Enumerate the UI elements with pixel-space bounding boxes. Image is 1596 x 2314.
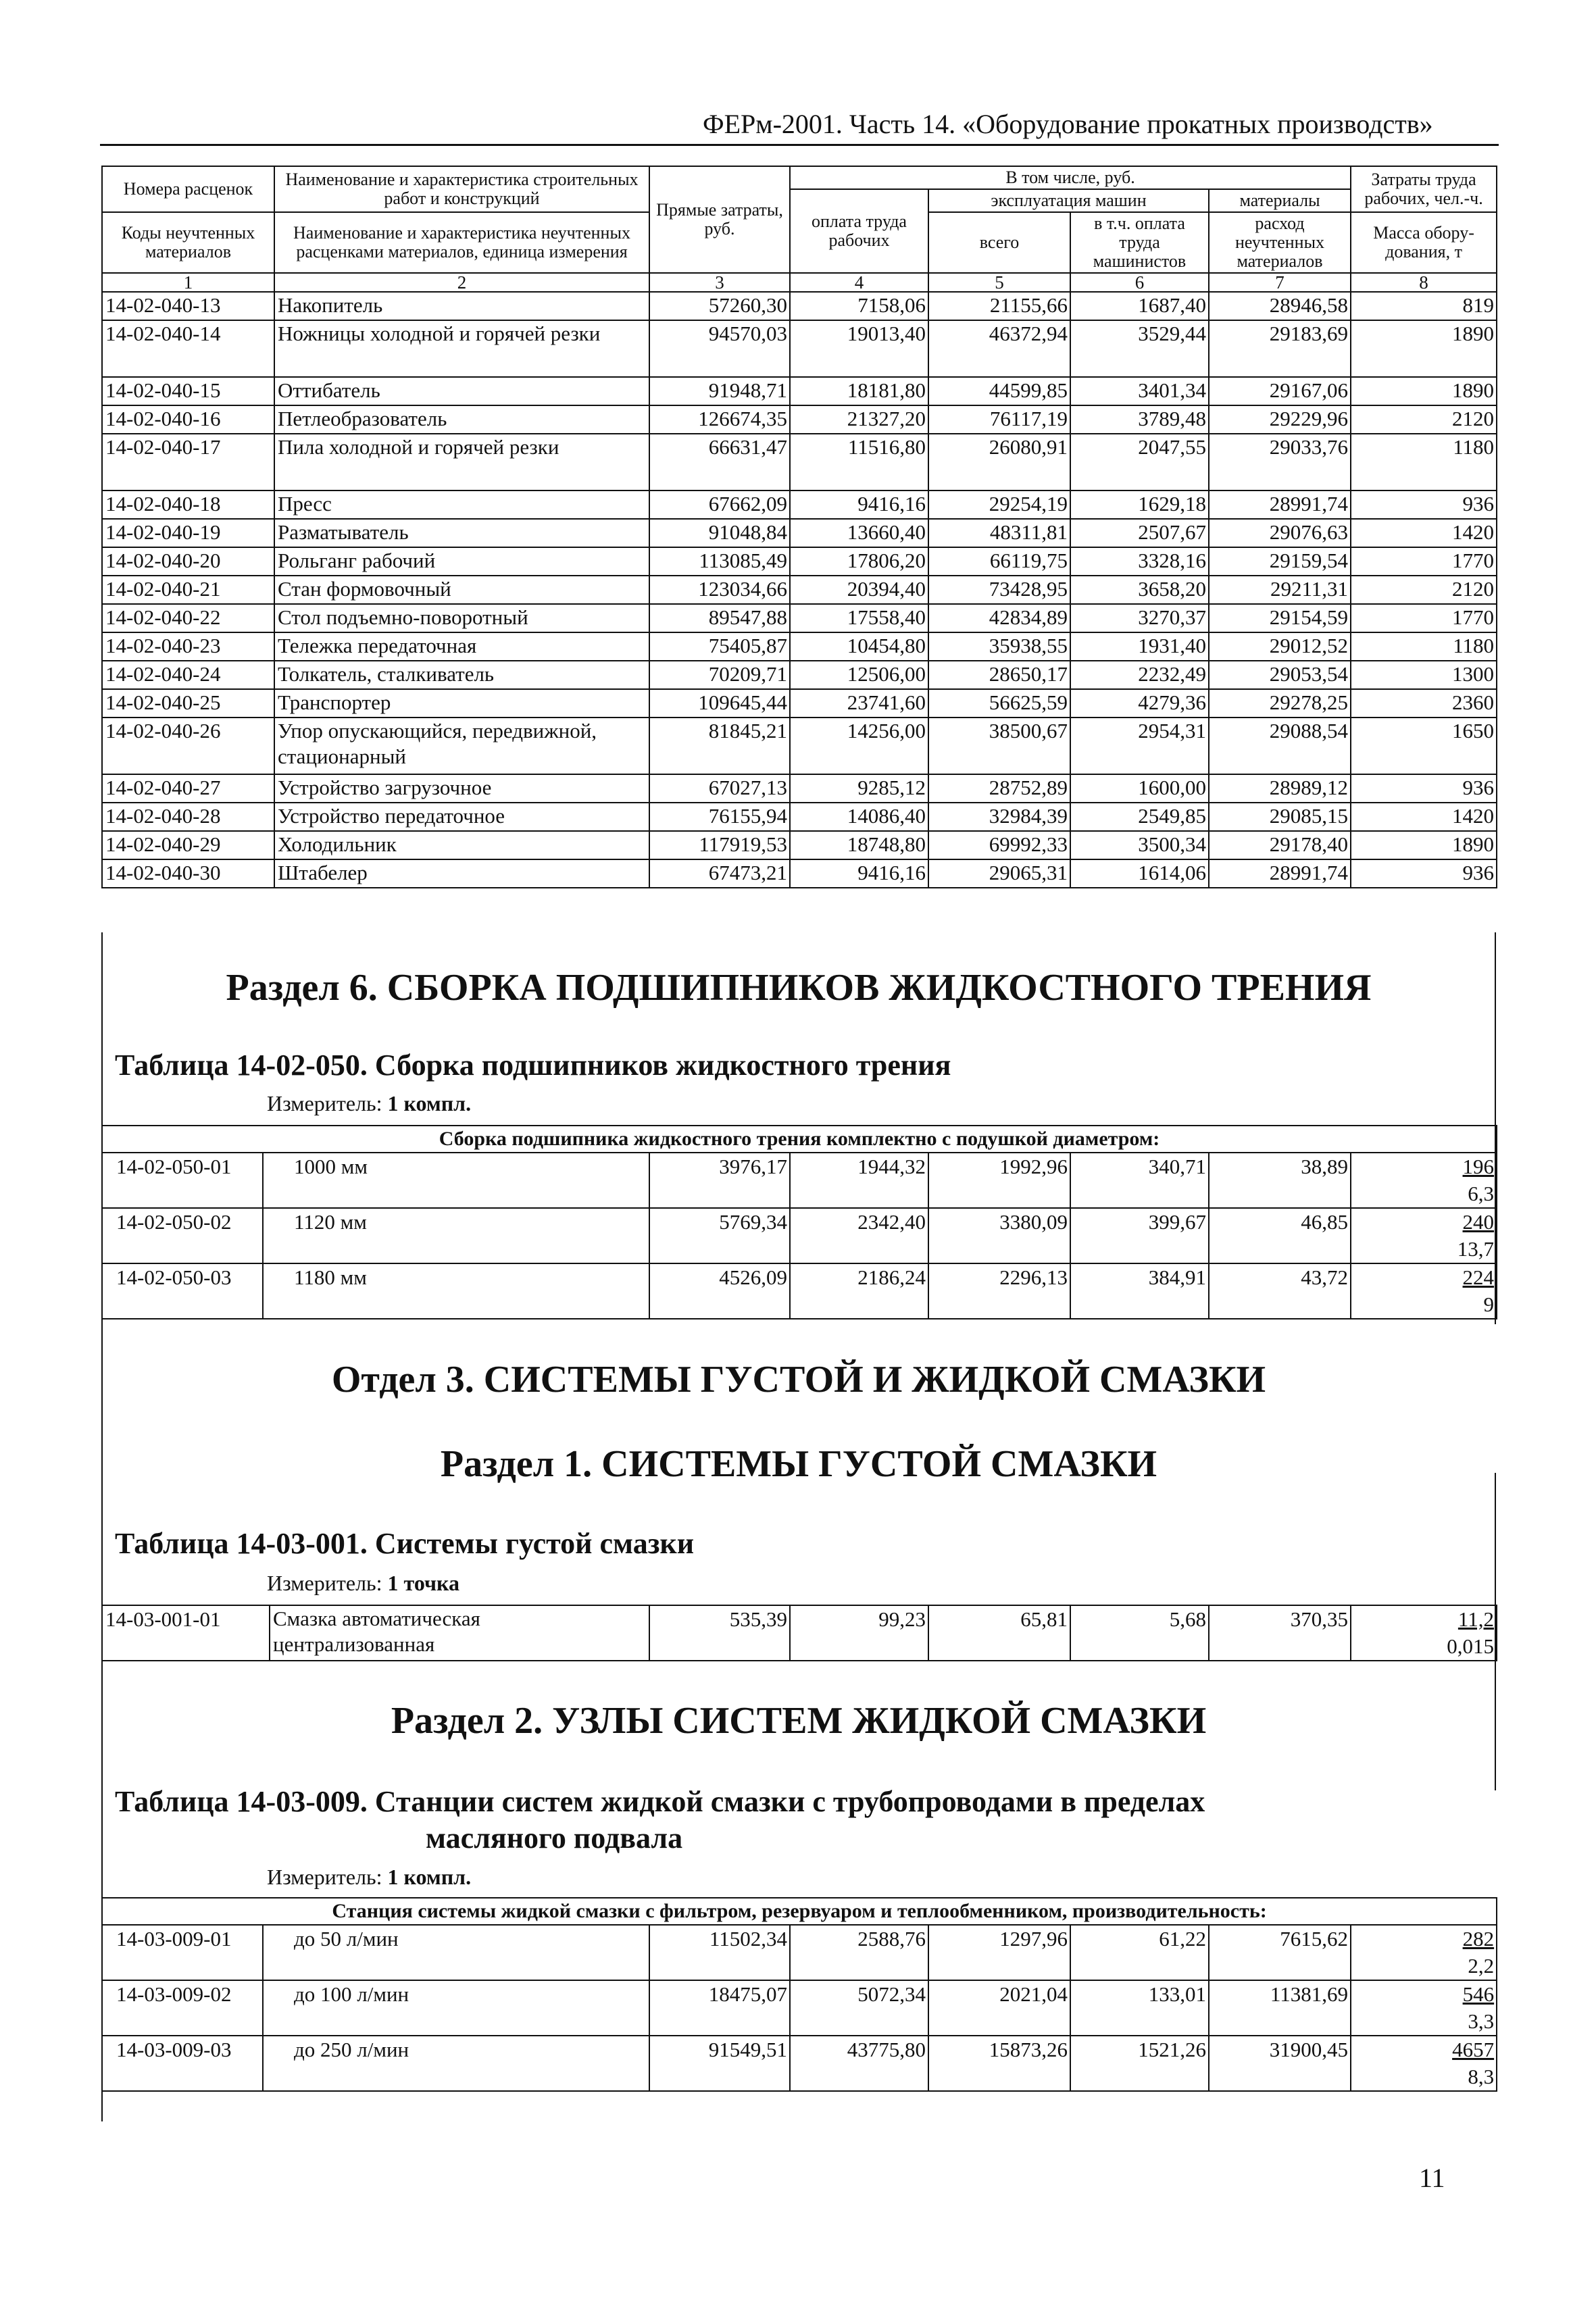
row-machines-pay: 3529,44 <box>1070 320 1209 377</box>
head-machines-total: всего <box>928 212 1070 273</box>
col-number: 2 <box>274 273 649 292</box>
row-mass: 2,2 <box>1468 1954 1495 1978</box>
row-direct: 91549,51 <box>649 2036 790 2091</box>
row-materials: 29053,54 <box>1209 661 1351 689</box>
row-machines: 28752,89 <box>928 774 1070 803</box>
row-pay: 12506,00 <box>790 661 928 689</box>
row-code: 14-02-040-26 <box>102 718 274 774</box>
row-mass: 13,7 <box>1457 1237 1495 1261</box>
meter-value: 1 компл. <box>387 1865 472 1889</box>
table-row <box>102 405 1497 434</box>
row-name: Ножницы холодной и горячей резки <box>274 320 649 377</box>
row-machines: 73428,95 <box>928 576 1070 604</box>
row-machines-pay: 61,22 <box>1070 1925 1209 1980</box>
row-direct: 5769,34 <box>649 1208 790 1263</box>
row-labor-mass <box>1351 1925 1497 1980</box>
row-machines: 15873,26 <box>928 2036 1070 2091</box>
row-labor: 546 <box>1462 1982 1495 2006</box>
meter-label: Измеритель: <box>267 1865 382 1889</box>
table-row <box>102 292 1497 320</box>
row-name: 1180 мм <box>263 1263 649 1319</box>
row-machines: 66119,75 <box>928 547 1070 576</box>
row-machines-pay: 399,67 <box>1070 1208 1209 1263</box>
row-pay: 20394,40 <box>790 576 928 604</box>
row-machines: 56625,59 <box>928 689 1070 718</box>
row-materials: 29159,54 <box>1209 547 1351 576</box>
row-pay: 11516,80 <box>790 434 928 491</box>
row-labor: 1890 <box>1351 377 1497 405</box>
row-name: 1000 мм <box>263 1153 649 1208</box>
row-pay: 23741,60 <box>790 689 928 718</box>
row-materials: 28989,12 <box>1209 774 1351 803</box>
table-14-02-050 <box>101 1125 1497 1319</box>
row-pay: 14086,40 <box>790 803 928 831</box>
row-machines-pay: 384,91 <box>1070 1263 1209 1319</box>
row-machines-pay: 3270,37 <box>1070 604 1209 632</box>
head-mass: Масса обору-дования, т <box>1351 212 1497 273</box>
row-mass: 6,3 <box>1468 1182 1495 1205</box>
table-row <box>102 632 1497 661</box>
row-machines: 21155,66 <box>928 292 1070 320</box>
row-name: Штабелер <box>274 859 649 888</box>
row-pay: 17806,20 <box>790 547 928 576</box>
row-direct: 11502,34 <box>649 1925 790 1980</box>
row-pay: 2186,24 <box>790 1263 928 1319</box>
row-name: Оттибатель <box>274 377 649 405</box>
row-pay: 18748,80 <box>790 831 928 859</box>
table-row <box>102 803 1497 831</box>
row-labor-mass <box>1351 1980 1497 2036</box>
row-materials: 7615,62 <box>1209 1925 1351 1980</box>
row-labor-mass <box>1351 1208 1497 1263</box>
row-pay: 19013,40 <box>790 320 928 377</box>
row-labor-mass <box>1351 1263 1497 1319</box>
row-name: Толкатель, сталкиватель <box>274 661 649 689</box>
table-14-03-009 <box>101 1897 1497 2092</box>
col-number: 6 <box>1070 273 1209 292</box>
row-direct: 67473,21 <box>649 859 790 888</box>
table-row <box>102 491 1497 519</box>
row-materials: 29183,69 <box>1209 320 1351 377</box>
row-materials: 28991,74 <box>1209 491 1351 519</box>
row-code: 14-02-050-03 <box>102 1263 263 1319</box>
row-machines: 65,81 <box>928 1605 1070 1661</box>
row-machines-pay: 3658,20 <box>1070 576 1209 604</box>
row-machines-pay: 340,71 <box>1070 1153 1209 1208</box>
row-pay: 2342,40 <box>790 1208 928 1263</box>
row-direct: 3976,17 <box>649 1153 790 1208</box>
row-labor: 819 <box>1351 292 1497 320</box>
row-labor: 1770 <box>1351 547 1497 576</box>
row-mass: 8,3 <box>1468 2065 1495 2088</box>
table-row <box>102 1925 1497 1980</box>
row-direct: 113085,49 <box>649 547 790 576</box>
col-number: 3 <box>649 273 790 292</box>
row-labor: 1180 <box>1351 434 1497 491</box>
row-labor-mass <box>1351 2036 1497 2091</box>
row-materials: 29167,06 <box>1209 377 1351 405</box>
meter-line <box>267 1091 471 1116</box>
row-labor-mass <box>1351 1605 1497 1661</box>
row-code: 14-02-040-15 <box>102 377 274 405</box>
row-materials: 29033,76 <box>1209 434 1351 491</box>
head-name-bottom: Наименование и характеристика неучтенных расценками материалов, единица измерения <box>274 212 649 273</box>
row-code: 14-02-050-02 <box>102 1208 263 1263</box>
row-materials: 11381,69 <box>1209 1980 1351 2036</box>
row-name: Петлеобразователь <box>274 405 649 434</box>
row-machines-pay: 3500,34 <box>1070 831 1209 859</box>
table-row <box>102 2036 1497 2091</box>
row-labor: 1420 <box>1351 519 1497 547</box>
meter-label: Измеритель: <box>267 1091 382 1115</box>
row-code: 14-03-009-02 <box>102 1980 263 2036</box>
table-14-02-050-title: Таблица 14-02-050. Сборка подшипников жидкостного трения <box>115 1049 951 1082</box>
row-direct: 109645,44 <box>649 689 790 718</box>
row-code: 14-02-050-01 <box>102 1153 263 1208</box>
row-machines-pay: 1629,18 <box>1070 491 1209 519</box>
row-name: до 250 л/мин <box>263 2036 649 2091</box>
row-machines: 2296,13 <box>928 1263 1070 1319</box>
running-header: ФЕРм-2001. Часть 14. «Оборудование прокатных производств» <box>703 109 1433 139</box>
row-machines: 3380,09 <box>928 1208 1070 1263</box>
row-name: Пила холодной и горячей резки <box>274 434 649 491</box>
row-labor: 282 <box>1462 1927 1495 1951</box>
row-labor: 936 <box>1351 774 1497 803</box>
row-machines-pay: 1687,40 <box>1070 292 1209 320</box>
row-pay: 5072,34 <box>790 1980 928 2036</box>
row-materials: 28946,58 <box>1209 292 1351 320</box>
row-machines: 1297,96 <box>928 1925 1070 1980</box>
row-labor: 1300 <box>1351 661 1497 689</box>
row-code: 14-02-040-28 <box>102 803 274 831</box>
row-direct: 91948,71 <box>649 377 790 405</box>
row-pay: 1944,32 <box>790 1153 928 1208</box>
row-pay: 18181,80 <box>790 377 928 405</box>
row-direct: 66631,47 <box>649 434 790 491</box>
col-number: 7 <box>1209 273 1351 292</box>
row-code: 14-02-040-23 <box>102 632 274 661</box>
main-table-body <box>102 292 1497 888</box>
table-row <box>102 604 1497 632</box>
row-labor: 2360 <box>1351 689 1497 718</box>
row-pay: 9285,12 <box>790 774 928 803</box>
row-direct: 76155,94 <box>649 803 790 831</box>
row-machines: 35938,55 <box>928 632 1070 661</box>
main-table-header <box>102 166 1497 292</box>
table-14-03-009-title <box>115 1784 1205 1857</box>
row-code: 14-02-040-24 <box>102 661 274 689</box>
row-machines: 42834,89 <box>928 604 1070 632</box>
row-materials: 38,89 <box>1209 1153 1351 1208</box>
row-pay: 14256,00 <box>790 718 928 774</box>
row-machines-pay: 3789,48 <box>1070 405 1209 434</box>
table-14-03-009-body <box>102 1898 1497 2091</box>
row-materials: 29229,96 <box>1209 405 1351 434</box>
row-name: Устройство загрузочное <box>274 774 649 803</box>
section-1-title: Раздел 1. СИСТЕМЫ ГУСТОЙ СМАЗКИ <box>440 1443 1157 1485</box>
row-code: 14-02-040-22 <box>102 604 274 632</box>
row-code: 14-02-040-21 <box>102 576 274 604</box>
row-materials: 43,72 <box>1209 1263 1351 1319</box>
table-row <box>102 774 1497 803</box>
table-row <box>102 1263 1497 1319</box>
row-materials: 29211,31 <box>1209 576 1351 604</box>
row-machines-pay: 133,01 <box>1070 1980 1209 2036</box>
row-name: Накопитель <box>274 292 649 320</box>
row-machines: 46372,94 <box>928 320 1070 377</box>
row-pay: 2588,76 <box>790 1925 928 1980</box>
table-row <box>102 1980 1497 2036</box>
row-pay: 9416,16 <box>790 859 928 888</box>
row-code: 14-03-001-01 <box>102 1605 270 1661</box>
row-direct: 94570,03 <box>649 320 790 377</box>
meter-line <box>267 1571 459 1596</box>
row-name: 1120 мм <box>263 1208 649 1263</box>
table-row <box>102 519 1497 547</box>
row-labor: 936 <box>1351 491 1497 519</box>
row-machines: 48311,81 <box>928 519 1070 547</box>
row-labor: 1890 <box>1351 831 1497 859</box>
head-labor: Затраты труда рабочих, чел.-ч. <box>1351 166 1497 212</box>
table-caption: Станция системы жидкой смазки с фильтром, резервуаром и теплообменником, производительность: <box>102 1898 1497 1925</box>
row-name: Упор опускающийся, передвижной, стационарный <box>274 718 649 774</box>
row-pay: 7158,06 <box>790 292 928 320</box>
row-name: Транспортер <box>274 689 649 718</box>
meter-value: 1 точка <box>387 1571 459 1595</box>
row-labor: 4657 <box>1452 2038 1495 2061</box>
meter-line <box>267 1865 471 1890</box>
row-code: 14-03-009-01 <box>102 1925 263 1980</box>
col-number: 8 <box>1351 273 1497 292</box>
section-6-title: Раздел 6. СБОРКА ПОДШИПНИКОВ ЖИДКОСТНОГО ТРЕНИЯ <box>226 967 1372 1009</box>
row-machines-pay: 4279,36 <box>1070 689 1209 718</box>
row-materials: 29076,63 <box>1209 519 1351 547</box>
row-name: Стол подъемно-поворотный <box>274 604 649 632</box>
meter-value: 1 компл. <box>387 1091 472 1115</box>
row-direct: 117919,53 <box>649 831 790 859</box>
row-direct: 67027,13 <box>649 774 790 803</box>
row-mass: 0,015 <box>1447 1634 1494 1658</box>
row-name: до 100 л/мин <box>263 1980 649 2036</box>
row-code: 14-02-040-19 <box>102 519 274 547</box>
row-materials: 29178,40 <box>1209 831 1351 859</box>
row-pay: 9416,16 <box>790 491 928 519</box>
table-row <box>102 718 1497 774</box>
meter-label: Измеритель: <box>267 1571 382 1595</box>
table-title-line2: масляного подвала <box>426 1821 683 1855</box>
table-title-line1: Таблица 14-03-009. Станции систем жидкой смазки с трубопроводами в пределах <box>115 1785 1205 1818</box>
row-materials: 29012,52 <box>1209 632 1351 661</box>
row-code: 14-02-040-16 <box>102 405 274 434</box>
head-materials: материалы <box>1209 189 1351 212</box>
col-number: 1 <box>102 273 274 292</box>
table-row <box>102 576 1497 604</box>
row-code: 14-02-040-14 <box>102 320 274 377</box>
row-code: 14-02-040-13 <box>102 292 274 320</box>
row-machines: 29065,31 <box>928 859 1070 888</box>
row-machines-pay: 3328,16 <box>1070 547 1209 576</box>
table-row <box>102 1605 1497 1661</box>
row-name: Пресс <box>274 491 649 519</box>
table-row <box>102 434 1497 491</box>
row-machines: 69992,33 <box>928 831 1070 859</box>
row-machines-pay: 1521,26 <box>1070 2036 1209 2091</box>
row-machines: 29254,19 <box>928 491 1070 519</box>
main-price-table <box>101 166 1497 888</box>
row-labor: 1770 <box>1351 604 1497 632</box>
col-number: 5 <box>928 273 1070 292</box>
table-row <box>102 320 1497 377</box>
head-pay: оплата труда рабочих <box>790 189 928 273</box>
row-direct: 57260,30 <box>649 292 790 320</box>
row-labor: 936 <box>1351 859 1497 888</box>
row-machines-pay: 2549,85 <box>1070 803 1209 831</box>
row-machines-pay: 2047,55 <box>1070 434 1209 491</box>
row-labor: 1420 <box>1351 803 1497 831</box>
row-pay: 21327,20 <box>790 405 928 434</box>
row-name: Тележка передаточная <box>274 632 649 661</box>
row-name: Холодильник <box>274 831 649 859</box>
row-machines: 32984,39 <box>928 803 1070 831</box>
row-machines-pay: 2507,67 <box>1070 519 1209 547</box>
row-machines: 38500,67 <box>928 718 1070 774</box>
row-labor: 1180 <box>1351 632 1497 661</box>
row-pay: 43775,80 <box>790 2036 928 2091</box>
row-machines-pay: 2232,49 <box>1070 661 1209 689</box>
page-number: 11 <box>1419 2163 1445 2193</box>
row-machines-pay: 1931,40 <box>1070 632 1209 661</box>
row-machines: 1992,96 <box>928 1153 1070 1208</box>
table-14-02-050-body <box>102 1126 1497 1319</box>
row-code: 14-02-040-17 <box>102 434 274 491</box>
row-direct: 75405,87 <box>649 632 790 661</box>
table-row <box>102 1153 1497 1208</box>
row-machines-pay: 1614,06 <box>1070 859 1209 888</box>
row-direct: 91048,84 <box>649 519 790 547</box>
head-codes-bottom: Коды неучтенных материалов <box>102 212 274 273</box>
row-machines-pay: 5,68 <box>1070 1605 1209 1661</box>
head-direct: Прямые затраты, руб. <box>649 166 790 273</box>
head-materials-use: расход неучтенных материалов <box>1209 212 1351 273</box>
row-materials: 29085,15 <box>1209 803 1351 831</box>
row-code: 14-02-040-20 <box>102 547 274 576</box>
row-name: Смазка автоматическая централизованная <box>270 1605 649 1661</box>
row-machines: 44599,85 <box>928 377 1070 405</box>
row-pay: 10454,80 <box>790 632 928 661</box>
row-machines: 76117,19 <box>928 405 1070 434</box>
row-name: Устройство передаточное <box>274 803 649 831</box>
row-direct: 535,39 <box>649 1605 790 1661</box>
table-row <box>102 689 1497 718</box>
row-name: до 50 л/мин <box>263 1925 649 1980</box>
row-machines: 2021,04 <box>928 1980 1070 2036</box>
row-machines: 28650,17 <box>928 661 1070 689</box>
row-pay: 13660,40 <box>790 519 928 547</box>
row-direct: 126674,35 <box>649 405 790 434</box>
row-pay: 99,23 <box>790 1605 928 1661</box>
row-direct: 4526,09 <box>649 1263 790 1319</box>
row-name: Рольганг рабочий <box>274 547 649 576</box>
row-labor: 2120 <box>1351 576 1497 604</box>
row-code: 14-02-040-29 <box>102 831 274 859</box>
row-direct: 70209,71 <box>649 661 790 689</box>
table-row <box>102 831 1497 859</box>
section-2-title: Раздел 2. УЗЛЫ СИСТЕМ ЖИДКОЙ СМАЗКИ <box>391 1700 1207 1742</box>
row-name: Стан формовочный <box>274 576 649 604</box>
row-labor: 1890 <box>1351 320 1497 377</box>
row-machines-pay: 2954,31 <box>1070 718 1209 774</box>
col-number: 4 <box>790 273 928 292</box>
head-machines-pay: в т.ч. оплата труда машинистов <box>1070 212 1209 273</box>
row-direct: 81845,21 <box>649 718 790 774</box>
row-direct: 18475,07 <box>649 1980 790 2036</box>
row-direct: 89547,88 <box>649 604 790 632</box>
row-materials: 29278,25 <box>1209 689 1351 718</box>
row-direct: 123034,66 <box>649 576 790 604</box>
row-machines: 26080,91 <box>928 434 1070 491</box>
row-code: 14-02-040-25 <box>102 689 274 718</box>
table-row <box>102 859 1497 888</box>
table-row <box>102 661 1497 689</box>
row-labor-mass <box>1351 1153 1497 1208</box>
row-labor: 2120 <box>1351 405 1497 434</box>
row-name: Разматыватель <box>274 519 649 547</box>
table-row <box>102 377 1497 405</box>
table-14-03-001 <box>101 1605 1497 1661</box>
row-labor: 240 <box>1462 1210 1495 1234</box>
table-14-03-001-title: Таблица 14-03-001. Системы густой смазки <box>115 1527 695 1560</box>
table-row <box>102 1208 1497 1263</box>
row-code: 14-02-040-30 <box>102 859 274 888</box>
head-name-top: Наименование и характеристика строительных работ и конструкций <box>274 166 649 212</box>
row-direct: 67662,09 <box>649 491 790 519</box>
row-machines-pay: 1600,00 <box>1070 774 1209 803</box>
header-rule <box>100 144 1499 146</box>
row-code: 14-02-040-27 <box>102 774 274 803</box>
row-materials: 370,35 <box>1209 1605 1351 1661</box>
head-codes-top: Номера расценок <box>102 166 274 212</box>
row-mass: 9 <box>1483 1292 1495 1316</box>
row-labor: 11,2 <box>1457 1607 1494 1631</box>
row-materials: 29088,54 <box>1209 718 1351 774</box>
row-labor: 196 <box>1462 1155 1495 1178</box>
row-machines-pay: 3401,34 <box>1070 377 1209 405</box>
row-code: 14-02-040-18 <box>102 491 274 519</box>
row-code: 14-03-009-03 <box>102 2036 263 2091</box>
head-machines: эксплуатация машин <box>928 189 1209 212</box>
dept-3-title: Отдел 3. СИСТЕМЫ ГУСТОЙ И ЖИДКОЙ СМАЗКИ <box>331 1359 1266 1401</box>
row-labor: 224 <box>1462 1265 1495 1289</box>
table-caption: Сборка подшипника жидкостного трения комплектно с подушкой диаметром: <box>102 1126 1497 1153</box>
table-row <box>102 547 1497 576</box>
row-mass: 3,3 <box>1468 2009 1495 2033</box>
row-labor: 1650 <box>1351 718 1497 774</box>
row-materials: 29154,59 <box>1209 604 1351 632</box>
row-materials: 31900,45 <box>1209 2036 1351 2091</box>
row-materials: 28991,74 <box>1209 859 1351 888</box>
row-pay: 17558,40 <box>790 604 928 632</box>
row-materials: 46,85 <box>1209 1208 1351 1263</box>
head-incl: В том числе, руб. <box>790 166 1351 189</box>
